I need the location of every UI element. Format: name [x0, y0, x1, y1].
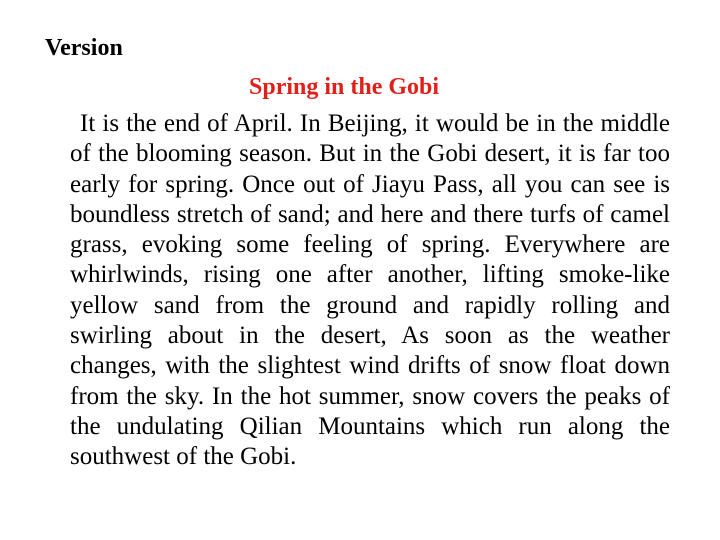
- page-title: Spring in the Gobi: [249, 74, 440, 100]
- body-paragraph: It is the end of April. In Beijing, it would be in the middle of the blooming season. But in the Gobi desert, it is far too early for spring. Once out of Jiayu Pass, all you can see is boundless stretch of sand; and here and there turfs of camel grass, evoking some feeling of spring. Everywhere are whirlwinds, rising one after another, lifting smoke-like yellow sand from the ground and rapidly rolling and swirling about in the desert, As soon as the weather changes, with the slightest wind drifts of snow float down from the sky. In the hot summer, snow covers the peaks of the undulating Qilian Mountains which run along the southwest of the Gobi.: [70, 110, 670, 471]
- section-label: Version: [45, 35, 123, 61]
